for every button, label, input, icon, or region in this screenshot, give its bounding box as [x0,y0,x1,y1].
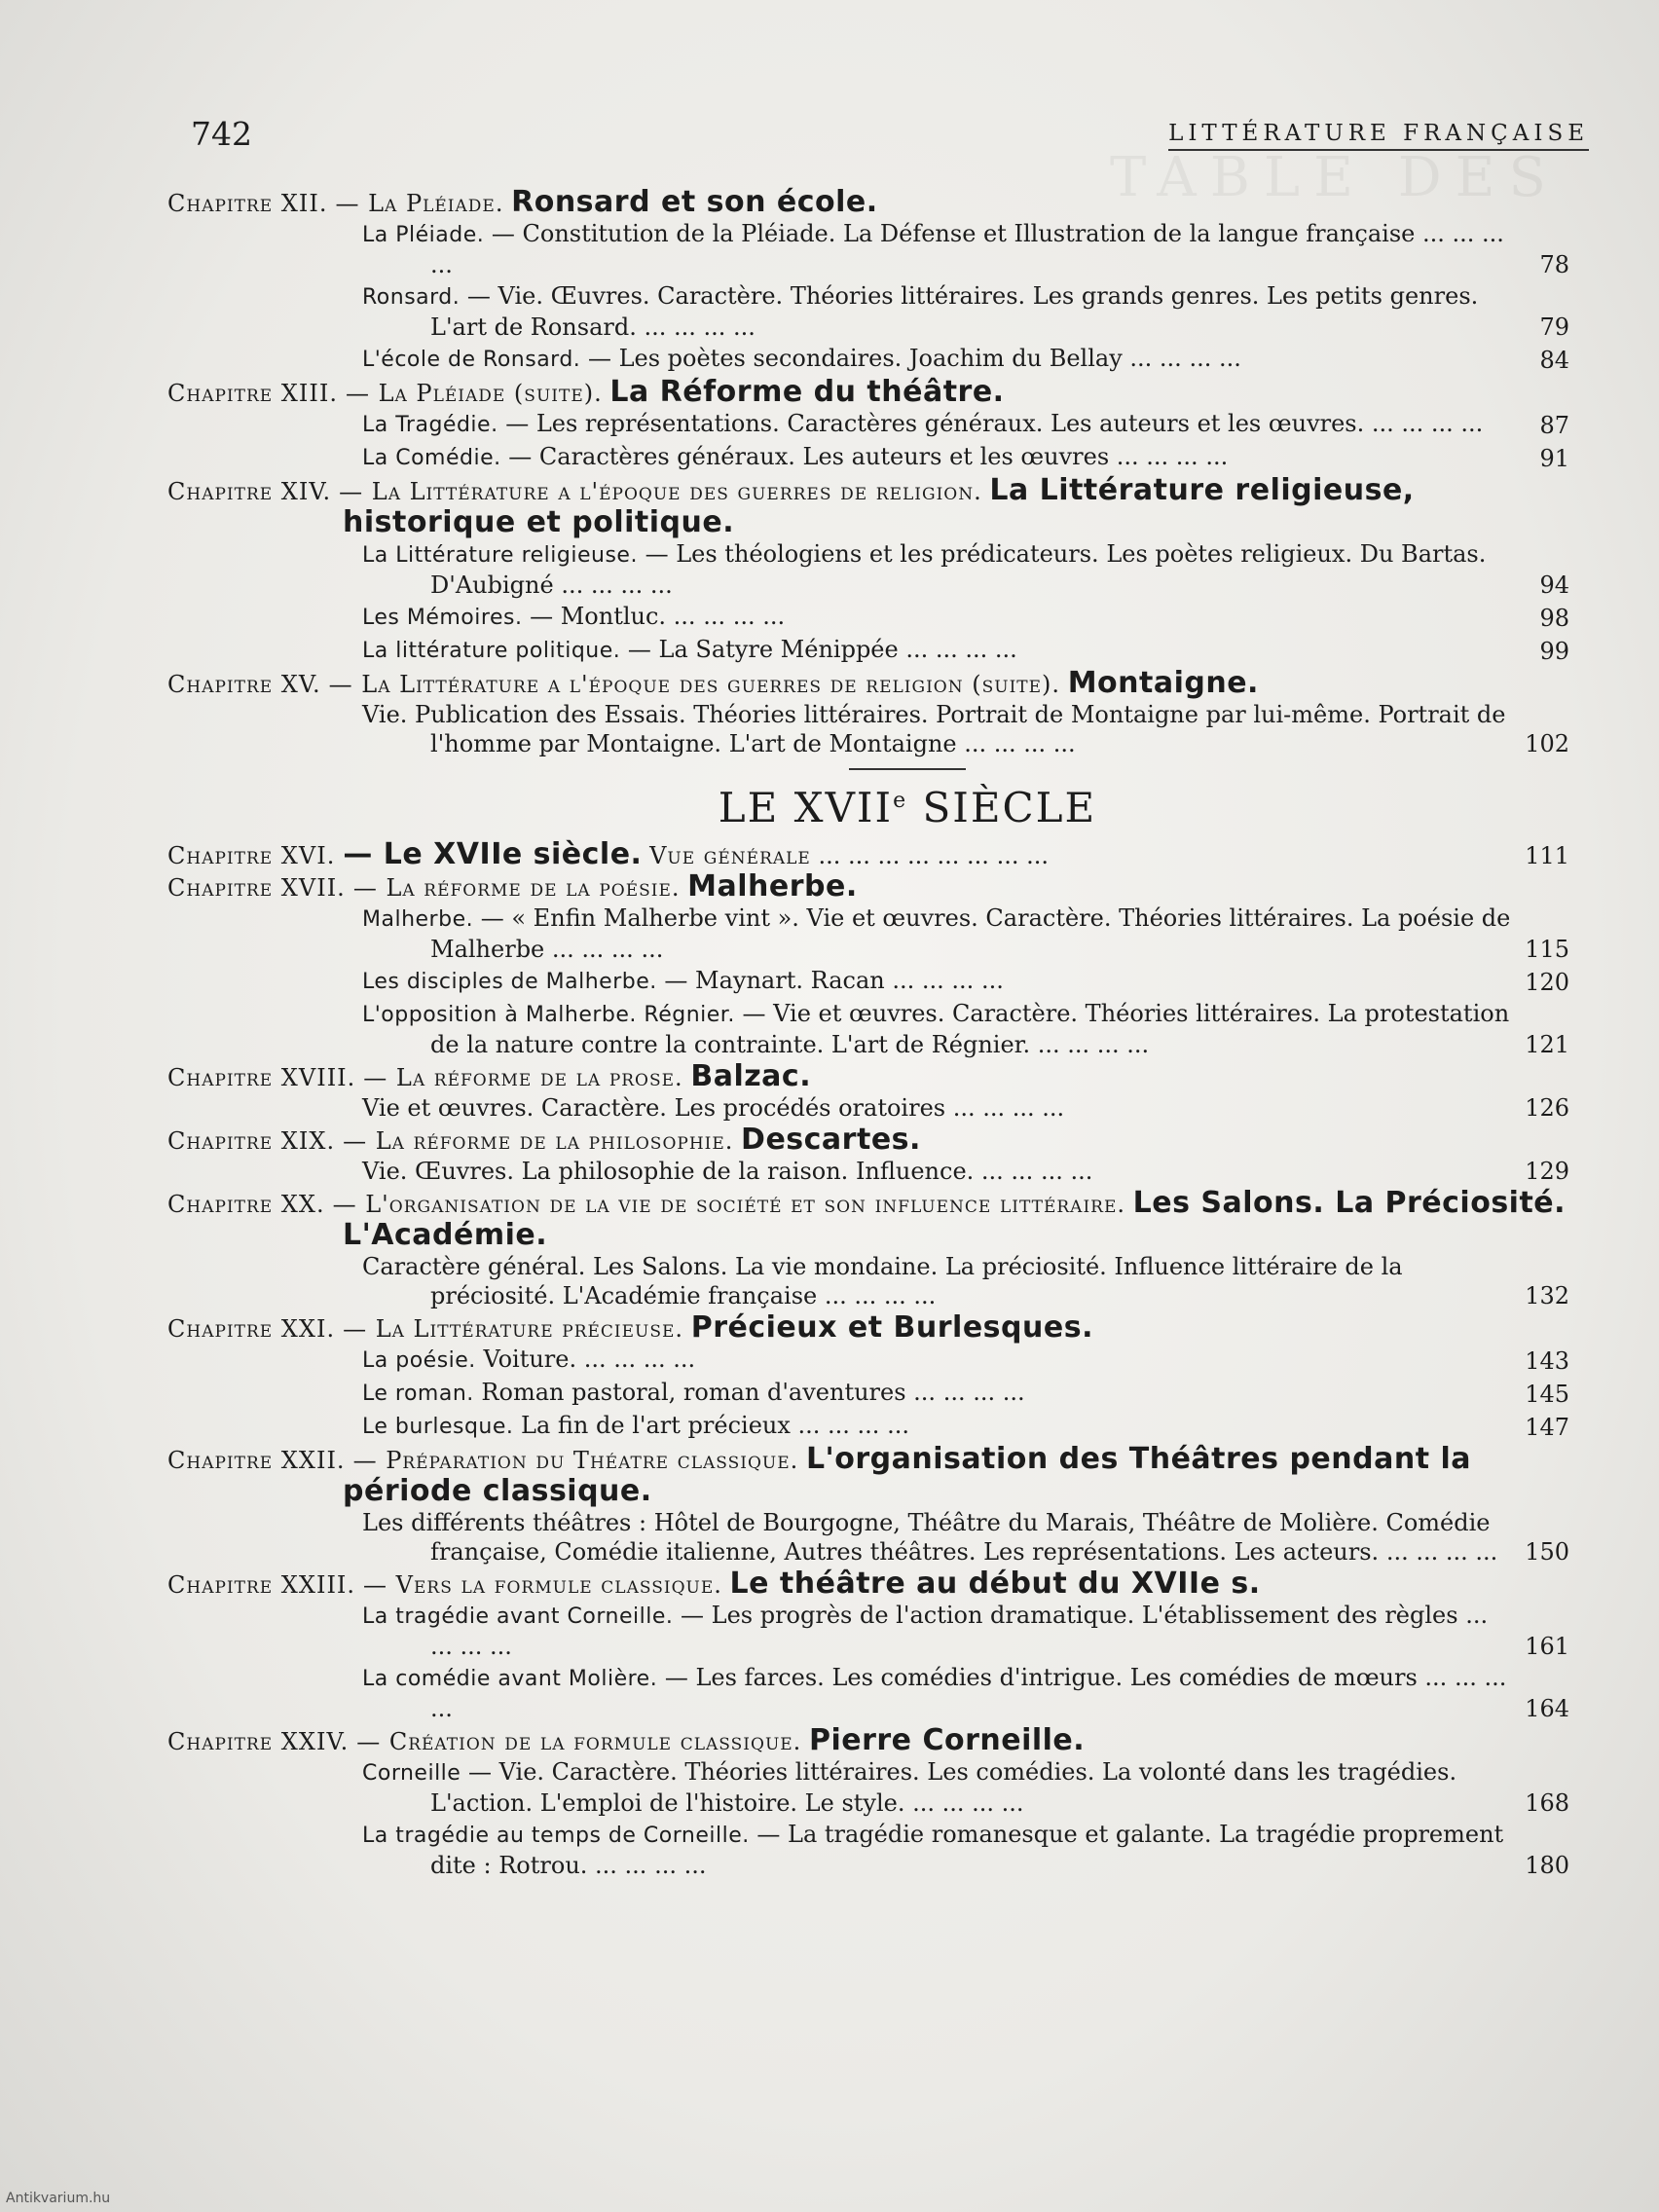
chapter-label: Chapitre XV. [167,671,321,698]
chapter-label: Chapitre XXIV. [167,1728,350,1755]
part-heading-sup: e [893,789,908,813]
page-ref: 143 [1525,1347,1569,1375]
entry-text: — Maynart. Racan [664,967,885,994]
chapter-heading [167,839,1569,871]
chapter-section: — La Littérature a l'époque des guerres de religion (suite). [328,671,1061,698]
chapter-section: — L'organisation de la vie de société et son influence littéraire. [332,1191,1126,1218]
leader-dots: ... ... ... ... [587,1852,707,1879]
toc-entry [236,409,1569,440]
chapter-section: — Vers la formule classique. [363,1571,722,1599]
toc-entry [236,1093,1569,1123]
page-ref: 180 [1525,1852,1569,1879]
chapter-block [167,1061,1569,1123]
entry-text: Roman pastoral, roman d'aventures [481,1379,906,1406]
entry-text: — Les farces. Les comédies d'intrigue. Les comédies de mœurs [664,1664,1418,1691]
chapter-section: — La réforme de la poésie. [352,874,681,902]
entry-text: — Constitution de la Pléiade. La Défense et Illustration de la langue française [491,220,1416,247]
chapter-title: Précieux et Burlesques. [690,1310,1093,1345]
entry-text: — La Satyre Ménippée [627,636,899,663]
leader-dots: ... ... ... ... [1379,1538,1498,1566]
leader-dots: ... ... ... ... ... ... ... ... [810,842,1049,869]
entry-head: La Comédie. [362,446,501,470]
entry-text: — La tragédie romanesque et galante. La tragédie proprement dite : Rotrou. [430,1821,1504,1879]
chapter-label: Chapitre XIX. [167,1127,336,1155]
leader-dots: ... ... ... ... [956,730,1076,757]
chapter-block [167,1188,1569,1310]
leader-dots: ... ... ... ... [974,1158,1093,1185]
entry-head: La tragédie au temps de Corneille. [362,1824,750,1848]
entry-text: — Vie. Œuvres. Caractère. Théories littéraires. Les grands genres. Les petits genres. L'art de Ronsard. [430,282,1479,341]
chapter-heading [167,1124,1569,1157]
leader-dots: ... ... ... ... [430,1664,1507,1722]
entry-head: Le roman. [362,1382,474,1406]
entry-head: L'école de Ronsard. [362,348,581,372]
chapter-label: Chapitre XVIII. [167,1064,356,1091]
chapter-title: Descartes. [741,1123,921,1157]
entry-text: — « Enfin Malherbe vint ». Vie et œuvres. Caractère. Théories littéraires. La poésie de Malherbe [430,904,1511,963]
entry-head: La littérature politique. [362,639,621,663]
toc-entry [236,999,1569,1059]
toc-entry [236,1157,1569,1186]
page-ref: 164 [1525,1695,1569,1722]
chapter-title: Malherbe. [687,869,858,903]
page-ref: 79 [1539,313,1569,341]
chapter-title: Pierre Corneille. [808,1723,1086,1757]
chapter-heading [167,871,1569,903]
entry-head: Les disciples de Malherbe. [362,970,657,994]
chapter-block [167,1568,1569,1723]
page-ref: 168 [1525,1789,1569,1817]
leader-dots: ... ... ... ... [790,1412,909,1439]
page-ref: 99 [1539,638,1569,665]
entry-text: Vie et œuvres. Caractère. Les procédés oratoires [362,1094,946,1122]
leader-dots: ... ... ... ... [945,1094,1065,1122]
entry-head: Malherbe. [362,907,474,932]
entry-text: — Les progrès de l'action dramatique. L'établissement des règles [681,1602,1458,1629]
leader-dots: ... ... ... ... [544,936,664,963]
entry-head: La Littérature religieuse. [362,543,638,568]
chapter-title: — Le XVIIe siècle. [343,837,643,871]
toc-entry [236,1663,1569,1723]
chapter-title: Le théâtre au début du XVIIe s. [729,1567,1261,1601]
toc-entry [236,219,1569,279]
chapter-heading [167,1568,1569,1601]
entry-head: Ronsard. [362,285,461,310]
page-ref: 87 [1539,412,1569,439]
chapter-heading [167,1188,1569,1252]
leader-dots: ... ... ... ... [905,1379,1025,1406]
leader-dots: ... ... ... ... [898,636,1017,663]
leader-dots: ... ... ... ... [553,571,673,599]
page-ref: 120 [1525,969,1569,996]
entry-text: Caractère général. Les Salons. La vie mondaine. La préciosité. Influence littéraire de la préciosité. L'Académie française [362,1253,1403,1309]
chapter-heading [167,1725,1569,1757]
section-divider [849,768,966,770]
chapter-label: Chapitre XII. [167,190,328,217]
entry-text: La fin de l'art précieux [521,1412,791,1439]
entry-head: Les Mémoires. [362,606,523,630]
chapter-label: Chapitre XXI. [167,1315,336,1343]
chapter-label: Chapitre XVII. [167,874,346,902]
chapter-title: La Réforme du théâtre. [609,375,1005,409]
page-ref: 78 [1539,251,1569,278]
page-ref: 161 [1525,1633,1569,1660]
entry-text: — Caractères généraux. Les auteurs et les œuvres [508,443,1110,470]
page-ref: 98 [1539,605,1569,632]
toc-entry [236,1345,1569,1376]
page-ref: 94 [1539,571,1569,599]
entry-text: Vie. Œuvres. La philosophie de la raison. Influence. [362,1158,975,1185]
chapter-section: — La Littérature précieuse. [343,1315,684,1343]
toc-entry [236,635,1569,666]
entry-head: Corneille [362,1761,461,1786]
toc-entry [236,442,1569,473]
chapter-block [167,187,1569,375]
entry-text: — Les poètes secondaires. Joachim du Bellay [587,345,1123,372]
entry-text: Vie. Publication des Essais. Théories littéraires. Portrait de Montaigne par lui-même. Portrait de l'homme par Montaigne. L'art de Montaigne [362,701,1506,757]
chapter-title: Les Salons. La Préciosité. L'Académie. [343,1186,1567,1252]
chapter-title-tail: Vue générale [649,842,811,869]
toc-entry [236,1508,1569,1567]
entry-text: Les différents théâtres : Hôtel de Bourgogne, Théâtre du Marais, Théâtre de Molière. Comédie française, Comédie italienne, Autres théâtres. Les représentations. Les acteurs. [362,1509,1491,1566]
entry-head: La Tragédie. [362,413,498,437]
toc-entry [236,1378,1569,1409]
toc-entry [236,539,1569,600]
chapter-block [167,1124,1569,1186]
page-ref: 121 [1525,1031,1569,1058]
chapter-section: — La réforme de la prose. [363,1064,683,1091]
chapter-label: Chapitre XIII. [167,380,338,407]
chapter-label: Chapitre XXIII. [167,1571,356,1599]
entry-head: La Pléiade. [362,223,485,247]
page-ref: 145 [1525,1381,1569,1408]
running-title: LITTÉRATURE FRANÇAISE [1168,121,1589,151]
toc-entry [236,1252,1569,1310]
leader-dots: ... ... ... ... [1364,410,1484,437]
chapter-block [167,871,1569,1059]
chapter-block [167,377,1569,473]
toc-entry [236,1757,1569,1818]
toc-entry [236,1411,1569,1442]
chapter-heading [167,1444,1569,1508]
entry-text: — Vie et œuvres. Caractère. Théories littéraires. La protestation de la nature contre la contrainte. L'art de Régnier. [430,1000,1510,1058]
entry-head: La poésie. [362,1348,476,1373]
chapter-label: Chapitre XX. [167,1191,325,1218]
entry-head: La comédie avant Molière. [362,1667,658,1691]
entry-text: — Les représentations. Caractères généraux. Les auteurs et les œuvres. [505,410,1365,437]
entry-head: Le burlesque. [362,1415,514,1439]
leader-dots: ... ... ... ... [1109,443,1229,470]
leader-dots: ... ... ... ... [430,1602,1489,1660]
chapter-title: Montaigne. [1067,666,1259,700]
leader-dots: ... ... ... ... [817,1282,937,1309]
page-ref: 84 [1539,347,1569,374]
part-heading [167,784,1569,831]
page-ref: 115 [1525,936,1569,963]
page-ref: 129 [1525,1158,1569,1185]
part-heading-text: LE XVII [718,784,894,831]
chapter-block [167,1444,1569,1567]
chapter-heading [167,1061,1569,1093]
entry-head: La tragédie avant Corneille. [362,1604,674,1629]
chapter-title: La Littérature religieuse, historique et politique. [343,473,1415,539]
chapter-heading [167,187,1569,219]
chapter-heading [167,475,1569,539]
leader-dots: ... ... ... ... [636,313,756,341]
chapter-block [167,475,1569,666]
chapter-label: Chapitre XIV. [167,478,332,505]
toc-entry [236,281,1569,342]
part-heading-tail: SIÈCLE [907,784,1097,831]
chapter-label: Chapitre XVI. [167,842,336,869]
leader-dots: ... ... ... ... [430,220,1504,278]
table-of-contents [167,187,1569,1882]
page-ref: 147 [1525,1414,1569,1441]
toc-entry [236,1820,1569,1880]
chapter-heading [167,668,1569,700]
page-ref: 91 [1539,445,1569,472]
entry-text: Voiture. [483,1346,577,1373]
leader-dots: ... ... ... ... [904,1789,1024,1817]
page-ref: 126 [1525,1094,1569,1122]
leader-dots: ... ... ... ... [576,1346,696,1373]
page-number: 742 [191,115,252,153]
chapter-label: Chapitre XXII. [167,1447,346,1474]
chapter-section: — La Pléiade (suite). [345,380,603,407]
entry-text: — Les théologiens et les prédicateurs. Les poètes religieux. Du Bartas. D'Aubigné [430,540,1487,599]
chapter-heading [167,1312,1569,1345]
chapter-title: Balzac. [690,1059,812,1093]
chapter-section: — La réforme de la philosophie. [343,1127,734,1155]
toc-entry [236,966,1569,997]
toc-entry [236,903,1569,964]
chapter-block [167,1312,1569,1442]
watermark: Antikvarium.hu [6,2191,111,2206]
page-ref: 150 [1525,1538,1569,1566]
leader-dots: ... ... ... ... [884,967,1004,994]
page-header [191,115,1589,164]
chapter-block [167,668,1569,758]
leader-dots: ... ... ... ... [1122,345,1241,372]
toc-entry [236,700,1569,758]
chapter-section: — Création de la formule classique. [356,1728,802,1755]
entry-text: — Montluc. [530,603,667,630]
page-ref: 132 [1525,1282,1569,1309]
chapter-heading [167,377,1569,409]
chapter-section: — La Littérature a l'époque des guerres de religion. [339,478,982,505]
chapter-block [167,1725,1569,1880]
toc-entry [236,344,1569,375]
chapter-title: L'organisation des Théâtres pendant la période classique. [343,1442,1472,1508]
leader-dots: ... ... ... ... [1030,1031,1150,1058]
page-ref: 111 [1525,842,1569,869]
toc-entry [236,1601,1569,1661]
chapter-section: — Préparation du Théatre classique. [352,1447,799,1474]
chapter-block [167,839,1569,871]
chapter-title: Ronsard et son école. [511,185,878,219]
bleed-through-text: TABLE DES [1110,146,1560,209]
entry-head: L'opposition à Malherbe. Régnier. [362,1003,735,1027]
entry-text: — Vie. Caractère. Théories littéraires. Les comédies. La volonté dans les tragédies. L'action. L'emploi de l'histoire. Le style. [430,1758,1457,1817]
chapter-section: — La Pléiade. [335,190,504,217]
page-ref: 102 [1525,730,1569,757]
toc-entry [236,602,1569,633]
leader-dots: ... ... ... ... [666,603,786,630]
